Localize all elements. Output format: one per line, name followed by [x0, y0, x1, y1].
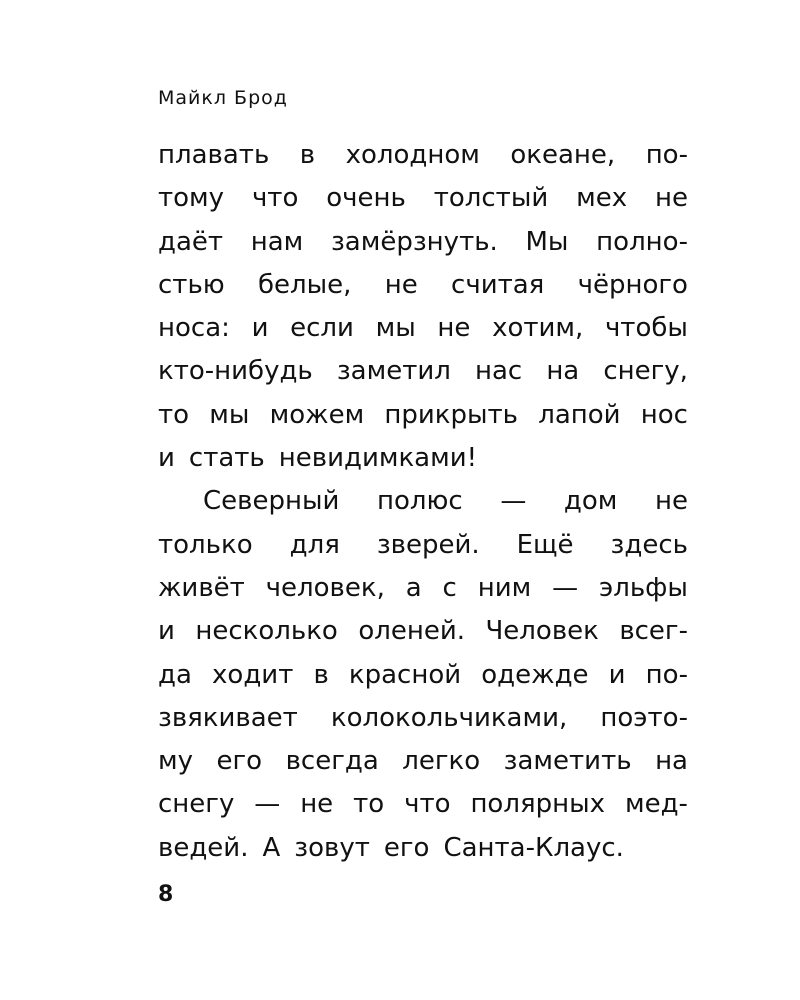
- paragraph: [158, 480, 688, 870]
- word: мед-: [624, 789, 688, 820]
- word: —: [500, 486, 527, 517]
- word: и: [608, 659, 626, 690]
- word: и: [158, 443, 175, 474]
- paragraph: [158, 134, 688, 480]
- word: то: [158, 399, 190, 430]
- word: мы: [209, 399, 250, 430]
- word: стью: [158, 269, 225, 300]
- text-line: [158, 307, 688, 350]
- word: хотим,: [492, 313, 584, 344]
- word: по-: [645, 659, 688, 690]
- word: всегда: [285, 746, 379, 777]
- word: а: [405, 572, 422, 603]
- word: и: [158, 616, 175, 647]
- word: кто-нибудь: [158, 356, 313, 387]
- word: можем: [269, 399, 365, 430]
- word: му: [158, 746, 194, 777]
- word: ходит: [212, 659, 294, 690]
- word: что: [404, 789, 451, 820]
- text-line: [158, 567, 688, 610]
- word: полярных: [470, 789, 606, 820]
- word: несколько: [195, 616, 338, 647]
- word: красной: [348, 659, 462, 690]
- word: носа:: [158, 313, 230, 344]
- word: Санта-Клаус.: [443, 832, 624, 863]
- text-line: [158, 221, 688, 264]
- text-line: [158, 177, 688, 220]
- text-line: [158, 437, 688, 480]
- word: заметить: [503, 746, 632, 777]
- word: для: [289, 529, 340, 560]
- text-line: [158, 134, 688, 177]
- word: холодном: [345, 140, 480, 170]
- word: и: [251, 313, 269, 344]
- page-number: 8: [158, 882, 174, 907]
- word: —: [254, 789, 281, 820]
- word: в: [299, 140, 316, 170]
- word: Человек: [485, 616, 599, 647]
- word: зверей.: [376, 529, 480, 560]
- word: здесь: [610, 529, 688, 560]
- word: очень: [326, 183, 406, 214]
- word: снегу: [158, 789, 235, 820]
- word: колокольчиками,: [330, 702, 568, 733]
- word: заметил: [336, 356, 451, 387]
- word: не: [384, 269, 418, 300]
- word: его: [383, 832, 430, 863]
- word: плавать: [158, 140, 270, 170]
- text-line: [158, 654, 688, 697]
- word: Ещё: [516, 529, 574, 560]
- word: дом: [563, 486, 618, 517]
- word: считая: [451, 269, 545, 300]
- word: то: [353, 789, 385, 820]
- word: полюс: [377, 486, 463, 517]
- word: не: [300, 789, 334, 820]
- word: по-: [645, 140, 688, 170]
- word: оленей.: [358, 616, 465, 647]
- word: поэто-: [600, 702, 688, 733]
- word: только: [158, 529, 253, 560]
- word: тому: [158, 183, 225, 214]
- word: замёрзнуть.: [330, 226, 498, 257]
- word: эльфы: [598, 572, 688, 603]
- word: нас: [474, 356, 523, 387]
- word: лапой: [538, 399, 621, 430]
- word: на: [546, 356, 580, 387]
- word: если: [290, 313, 354, 344]
- word: А: [262, 832, 281, 863]
- word: мы: [375, 313, 416, 344]
- word: полно-: [596, 226, 688, 257]
- word: ним: [477, 572, 532, 603]
- text-line: [158, 783, 688, 826]
- word: ведей.: [158, 832, 249, 863]
- word: нос: [640, 399, 688, 430]
- text-line: [158, 350, 688, 393]
- word: нам: [250, 226, 304, 257]
- text-line: [158, 264, 688, 307]
- word: стать: [188, 443, 265, 474]
- word: Северный: [203, 486, 340, 517]
- word: его: [216, 746, 263, 777]
- word: прикрыть: [384, 399, 518, 430]
- running-head-author: Майкл Брод: [158, 87, 288, 109]
- text-line: [158, 740, 688, 783]
- word: невидимками!: [278, 443, 478, 474]
- word: Мы: [525, 226, 569, 257]
- word: не: [437, 313, 471, 344]
- word: чёрного: [577, 269, 688, 300]
- word: легко: [402, 746, 481, 777]
- word: не: [655, 183, 688, 214]
- word: с: [442, 572, 457, 603]
- text-line: [158, 697, 688, 740]
- text-line: [158, 827, 688, 870]
- word: толстый: [433, 183, 549, 214]
- word: зовут: [294, 832, 370, 863]
- word: да: [158, 659, 192, 690]
- word: что: [251, 183, 299, 214]
- word: на: [655, 746, 688, 777]
- word: всег-: [619, 616, 688, 647]
- word: человек,: [265, 572, 385, 603]
- word: живёт: [158, 572, 245, 603]
- word: не: [655, 486, 688, 517]
- word: даёт: [158, 226, 224, 257]
- word: белые,: [257, 269, 352, 300]
- word: в: [313, 659, 329, 690]
- word: снегу,: [603, 356, 688, 387]
- word: чтобы: [604, 313, 688, 344]
- word: мех: [576, 183, 628, 214]
- word: звякивает: [158, 702, 298, 733]
- body-text: [158, 134, 688, 870]
- text-line: [158, 480, 688, 523]
- text-line: [158, 610, 688, 653]
- word: —: [552, 572, 579, 603]
- word: одежде: [481, 659, 589, 690]
- text-line: [158, 394, 688, 437]
- text-line: [158, 524, 688, 567]
- word: океане,: [510, 140, 616, 170]
